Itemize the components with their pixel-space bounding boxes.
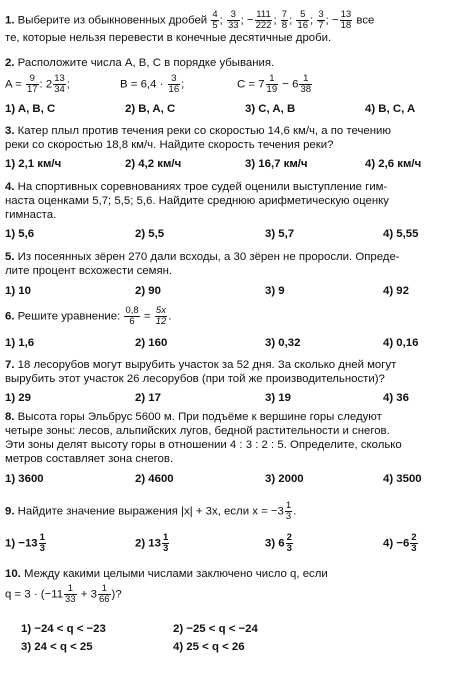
answer-option[interactable]: 3) 5,7: [265, 228, 295, 240]
question-9-answers: [5, 533, 446, 557]
question-4-line-1: На спортивных соревнованиях трое судей оценили выступление гим-: [17, 181, 388, 193]
answer-option[interactable]: 4) 3500: [383, 473, 422, 485]
answer-option[interactable]: 4) 5,55: [383, 228, 419, 240]
question-7-line-2: вырубить этот участок 26 лесорубов (при той же производительности)?: [5, 373, 385, 385]
question-8-line-4: метров составляет зона снегов.: [5, 453, 174, 465]
answer-option[interactable]: 1) 29: [5, 392, 31, 404]
answer-option[interactable]: 3) C, A, B: [245, 103, 296, 115]
question-10: [5, 567, 446, 655]
question-7: [5, 358, 446, 406]
question-2-text: Расположите числа A, B, C в порядке убывания.: [17, 57, 275, 69]
answer-option[interactable]: 1) 1,6: [5, 337, 35, 349]
answer-option[interactable]: 4) 0,16: [383, 337, 419, 349]
question-6-number: 6.: [5, 310, 15, 323]
answer-option[interactable]: 2) 13 $\frac{1}{3}$: [135, 532, 169, 554]
q1-fraction-2: $\frac{3}{33}$: [228, 9, 239, 31]
question-1: [5, 10, 446, 45]
question-2-number: 2.: [5, 57, 15, 69]
q1-fraction-1: $\frac{4}{5}$: [212, 9, 218, 31]
question-8-line-3: Эти зоны делят высоту горы в отношении 4 : 3 : 2 : 5. Определите, сколько: [5, 439, 402, 451]
question-9-number: 9.: [5, 505, 15, 518]
answer-option[interactable]: 2) 17: [135, 392, 161, 404]
q1-fraction-3: $\frac{111}{222}$: [255, 9, 272, 31]
question-8-number: 8.: [5, 411, 15, 423]
answer-option[interactable]: 2) 4,2 км/ч: [125, 158, 182, 170]
answer-option[interactable]: 3) 6 $\frac{2}{3}$: [265, 532, 292, 554]
q1-fraction-5: $\frac{5}{16}$: [297, 9, 308, 31]
question-8-answers: [5, 472, 446, 487]
answer-option[interactable]: 4) 2,6 км/ч: [365, 158, 422, 170]
q1-fraction-7: $\frac{13}{18}$: [340, 9, 352, 31]
question-4-line-2: наста оценками 5,7; 5,5; 5,6. Найдите среднюю арифметическую оценку: [5, 195, 389, 207]
question-3-line-2: реки со скоростью 18,8 км/ч. Найдите скорость течения реки?: [5, 139, 334, 151]
question-2-expressions: [5, 70, 446, 96]
answer-option[interactable]: 2) 4600: [135, 473, 174, 485]
answer-option[interactable]: 3) 0,32: [265, 337, 301, 349]
question-4-answers: [5, 227, 446, 242]
question-2: [5, 56, 446, 117]
question-3-answers: [5, 157, 446, 172]
answer-option[interactable]: 1) 5,6: [5, 228, 35, 240]
expr-b: B = 6,4 · $\frac{3}{16}$ ;: [120, 73, 185, 95]
answer-option[interactable]: 3) 2000: [265, 473, 304, 485]
answer-option[interactable]: 1) A, B, C: [5, 103, 56, 115]
question-3-line-1: Катер плыл против течения реки со скоростью 14,6 км/ч, а по течению: [17, 125, 391, 137]
question-5-line-1: Из посеянных зёрен 270 дали всходы, а 30 зёрен не проросли. Опреде-: [17, 251, 400, 263]
answer-option[interactable]: 2) 160: [135, 337, 168, 349]
answer-option[interactable]: 4) 92: [383, 285, 409, 297]
question-1-number: 1.: [5, 14, 15, 27]
question-10-answers-row-1: [5, 622, 446, 637]
question-10-number: 10.: [5, 568, 21, 580]
question-7-number: 7.: [5, 359, 15, 371]
question-8-line-2: четыре зоны: лесов, альпийских лугов, бедной растительности и снегов.: [5, 425, 390, 437]
q9-fraction: $\frac{1}{3}$: [285, 500, 292, 522]
question-1-text: Выберите из обыкновенных дробей: [17, 14, 208, 27]
q1-fraction-4: $\frac{7}{8}$: [281, 9, 288, 31]
question-5-answers: [5, 284, 446, 299]
question-10-expression: q = 3 · (−11 $\frac{1}{33}$ + 3 $\frac{1}{66}$ )?: [5, 583, 122, 605]
question-8: [5, 410, 446, 487]
answer-option[interactable]: 4) −6 $\frac{2}{3}$: [383, 532, 417, 554]
answer-option[interactable]: 1) 3600: [5, 473, 44, 485]
question-9: 9. Найдите значение выражения |x| + 3x, если x = −3 $\frac{1}{3}$ . 1) −13 $\frac{1}{3}$ 2) 13 $\frac{1}{3}$ 3) 6 $\frac{2}{3}$ 4) −6 $\frac{2}{3}$: [5, 501, 446, 557]
question-10-answers-row-2: [5, 640, 446, 655]
question-7-answers: [5, 391, 446, 406]
answer-option[interactable]: 2) −25 < q < −24: [173, 623, 258, 635]
answer-option[interactable]: 2) 5,5: [135, 228, 165, 240]
question-6: 6. Решите уравнение: $\frac{0,8}{6}$ = $\frac{5x}{12}$ . 1) 1,6 2) 160 3) 0,32 4) 0,16: [5, 306, 446, 351]
question-4: [5, 180, 446, 242]
answer-option[interactable]: 4) B, C, A: [365, 103, 416, 115]
answer-option[interactable]: 3) 9: [265, 285, 285, 297]
question-5-number: 5.: [5, 251, 15, 263]
question-1-line-2: те, которые нельзя перевести в конечные десятичные дроби.: [5, 32, 332, 44]
question-6-answers: [5, 336, 446, 351]
answer-option[interactable]: 3) 16,7 км/ч: [245, 158, 308, 170]
question-10-text: Между какими целыми числами заключено число q, если: [24, 568, 328, 580]
question-7-line-1: 18 лесорубов могут вырубить участок за 52 дня. За сколько дней могут: [17, 359, 397, 371]
answer-option[interactable]: 1) −24 < q < −23: [21, 623, 106, 635]
answer-option[interactable]: 1) 2,1 км/ч: [5, 158, 62, 170]
answer-option[interactable]: 4) 36: [383, 392, 409, 404]
question-1-line-1: 1. Выберите из обыкновенных дробей $\frac{4}{5}$ ; $\frac{3}{33}$ ; − $\frac{111}{222}$ ; $\frac{7}{8}$ ; $\frac{5}{16}$ ; $\frac{3}{7}$ ; − $\frac{13}{18}$ все: [5, 9, 375, 31]
question-8-line-1: Высота горы Эльбрус 5600 м. При подъёме к вершине горы следуют: [17, 411, 382, 423]
answer-option[interactable]: 4) 25 < q < 26: [173, 641, 245, 653]
question-2-answers: [5, 102, 446, 117]
question-6-text: Решите уравнение:: [17, 310, 121, 323]
question-9-text: Найдите значение выражения |x| + 3x, если x = −3: [17, 505, 284, 518]
answer-option[interactable]: 1) −13 $\frac{1}{3}$: [5, 532, 45, 554]
expr-c: C = 7 $\frac{1}{19}$ − 6 $\frac{1}{38}$: [237, 73, 312, 95]
answer-option[interactable]: 3) 19: [265, 392, 291, 404]
expr-a: A = $\frac{9}{17}$ : 2 $\frac{13}{34}$ ;: [5, 73, 70, 95]
answer-option[interactable]: 2) 90: [135, 285, 161, 297]
question-3-number: 3.: [5, 125, 15, 137]
question-4-number: 4.: [5, 181, 15, 193]
answer-option[interactable]: 3) 24 < q < 25: [21, 641, 93, 653]
question-4-line-3: гимнаста.: [5, 209, 57, 221]
question-3: [5, 124, 446, 172]
answer-option[interactable]: 1) 10: [5, 285, 31, 297]
answer-option[interactable]: 2) B, A, C: [125, 103, 176, 115]
q6-fraction-right: $\frac{5x}{12}$: [155, 305, 167, 327]
q6-fraction-left: $\frac{0,8}{6}$: [125, 305, 139, 327]
question-5: [5, 250, 446, 299]
q1-fraction-6: $\frac{3}{7}$: [318, 9, 324, 31]
question-5-line-2: лите процент всхожести семян.: [5, 265, 173, 277]
